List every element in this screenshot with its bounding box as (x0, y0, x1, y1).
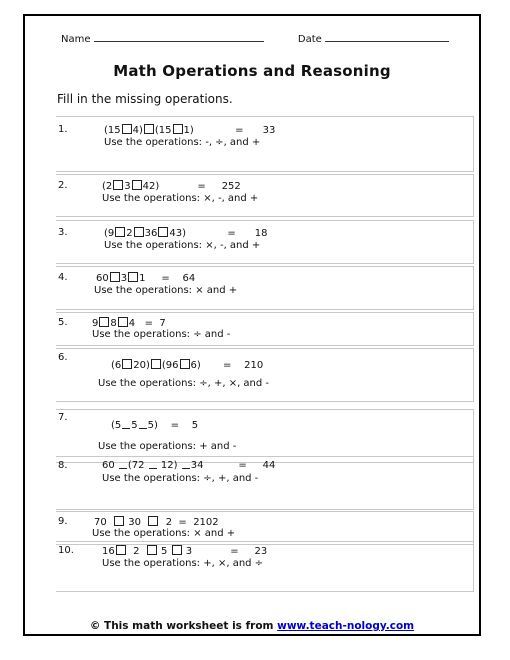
instructions: Fill in the missing operations. (57, 92, 233, 106)
header-line (61, 32, 449, 45)
operation-blank[interactable] (134, 227, 144, 237)
problem-equation: (9 2 36 43) = 18 (104, 228, 268, 239)
problem-equation: (2 3 42) = 252 (102, 181, 241, 192)
problem-equation: (15 4) (15 1) = 33 (104, 125, 276, 136)
operation-blank[interactable] (148, 516, 158, 526)
problem-equation: 60 3 1 = 64 (96, 273, 196, 284)
problem-answer: 18 (254, 228, 268, 239)
problem-number: 10. (58, 545, 74, 556)
problem-number: 9. (58, 516, 68, 527)
problem-ops: Use the operations: × and + (94, 285, 238, 296)
operation-blank[interactable] (119, 460, 127, 469)
problem-6 (56, 348, 474, 402)
problem-2 (56, 174, 474, 217)
operation-blank[interactable] (115, 227, 125, 237)
operation-blank[interactable] (118, 317, 128, 327)
problem-3 (56, 220, 474, 264)
operation-blank[interactable] (144, 124, 154, 134)
operation-blank[interactable] (114, 516, 124, 526)
operation-blank[interactable] (180, 359, 190, 369)
operation-blank[interactable] (99, 317, 109, 327)
problem-equation: 9 8 4 = 7 (92, 318, 166, 329)
problem-1 (56, 116, 474, 172)
problem-number: 6. (58, 352, 68, 363)
problem-answer: 64 (182, 273, 196, 284)
footer-text: © This math worksheet is from (89, 620, 278, 632)
problem-7 (56, 409, 474, 463)
operation-blank[interactable] (128, 272, 138, 282)
operation-blank[interactable] (147, 545, 157, 555)
page-title: Math Operations and Reasoning (113, 62, 391, 80)
problem-number: 5. (58, 317, 68, 328)
problem-answer: 2102 (193, 517, 219, 528)
problem-ops: Use the operations: +, ×, and ÷ (102, 558, 264, 569)
name-label: Name (61, 34, 91, 45)
date-label: Date (297, 34, 322, 45)
problem-answer: 44 (262, 460, 276, 471)
date-blank[interactable] (325, 32, 449, 42)
operation-blank[interactable] (139, 420, 147, 429)
problem-ops: Use the operations: ÷ and - (92, 329, 231, 340)
operation-blank[interactable] (110, 272, 120, 282)
footer (25, 620, 479, 632)
problem-number: 1. (58, 124, 68, 135)
operation-blank[interactable] (116, 545, 126, 555)
problem-10 (56, 541, 474, 592)
problem-ops: Use the operations: -, ÷, and + (104, 137, 261, 148)
problem-number: 7. (58, 412, 68, 423)
problem-number: 2. (58, 180, 68, 191)
problem-answer: 5 (191, 420, 199, 431)
problem-ops: Use the operations: + and - (98, 441, 237, 452)
problem-8 (56, 456, 474, 510)
operation-blank[interactable] (113, 180, 123, 190)
problem-equation: 16 2 5 3 = 23 (102, 546, 268, 557)
name-blank[interactable] (94, 32, 264, 42)
operation-blank[interactable] (172, 545, 182, 555)
footer-link[interactable]: www.teach-nology.com (277, 620, 415, 632)
problem-number: 8. (58, 460, 68, 471)
operation-blank[interactable] (122, 124, 132, 134)
operation-blank[interactable] (173, 124, 183, 134)
problem-answer: 252 (221, 181, 241, 192)
name-field[interactable] (61, 32, 264, 45)
problem-ops: Use the operations: ÷, +, ×, and - (98, 378, 270, 389)
problem-answer: 210 (244, 360, 264, 371)
worksheet (23, 14, 481, 636)
operation-blank[interactable] (182, 460, 190, 469)
problem-answer: 7 (159, 318, 166, 329)
operation-blank[interactable] (122, 420, 130, 429)
problem-number: 4. (58, 272, 68, 283)
operation-blank[interactable] (151, 359, 161, 369)
operation-blank[interactable] (122, 359, 132, 369)
operation-blank[interactable] (132, 180, 142, 190)
problem-number: 3. (58, 227, 68, 238)
date-field[interactable] (298, 32, 449, 45)
problem-ops: Use the operations: ×, -, and + (104, 240, 261, 251)
problem-answer: 23 (254, 546, 268, 557)
problem-ops: Use the operations: × and + (92, 528, 236, 539)
problem-answer: 33 (262, 125, 276, 136)
problem-9 (56, 511, 474, 545)
problem-equation: (6 20) (96 6) = 210 (111, 360, 264, 371)
problem-4 (56, 266, 474, 310)
operation-blank[interactable] (149, 460, 157, 469)
problem-equation: (5 5 5) = 5 (111, 420, 199, 431)
problem-ops: Use the operations: ÷, +, and - (102, 473, 259, 484)
problem-ops: Use the operations: ×, -, and + (102, 193, 259, 204)
problem-5 (56, 312, 474, 346)
operation-blank[interactable] (158, 227, 168, 237)
problem-equation: 70 30 2 = 2102 (94, 517, 219, 528)
problem-equation: 60 (72 12) 34 = 44 (102, 460, 276, 471)
